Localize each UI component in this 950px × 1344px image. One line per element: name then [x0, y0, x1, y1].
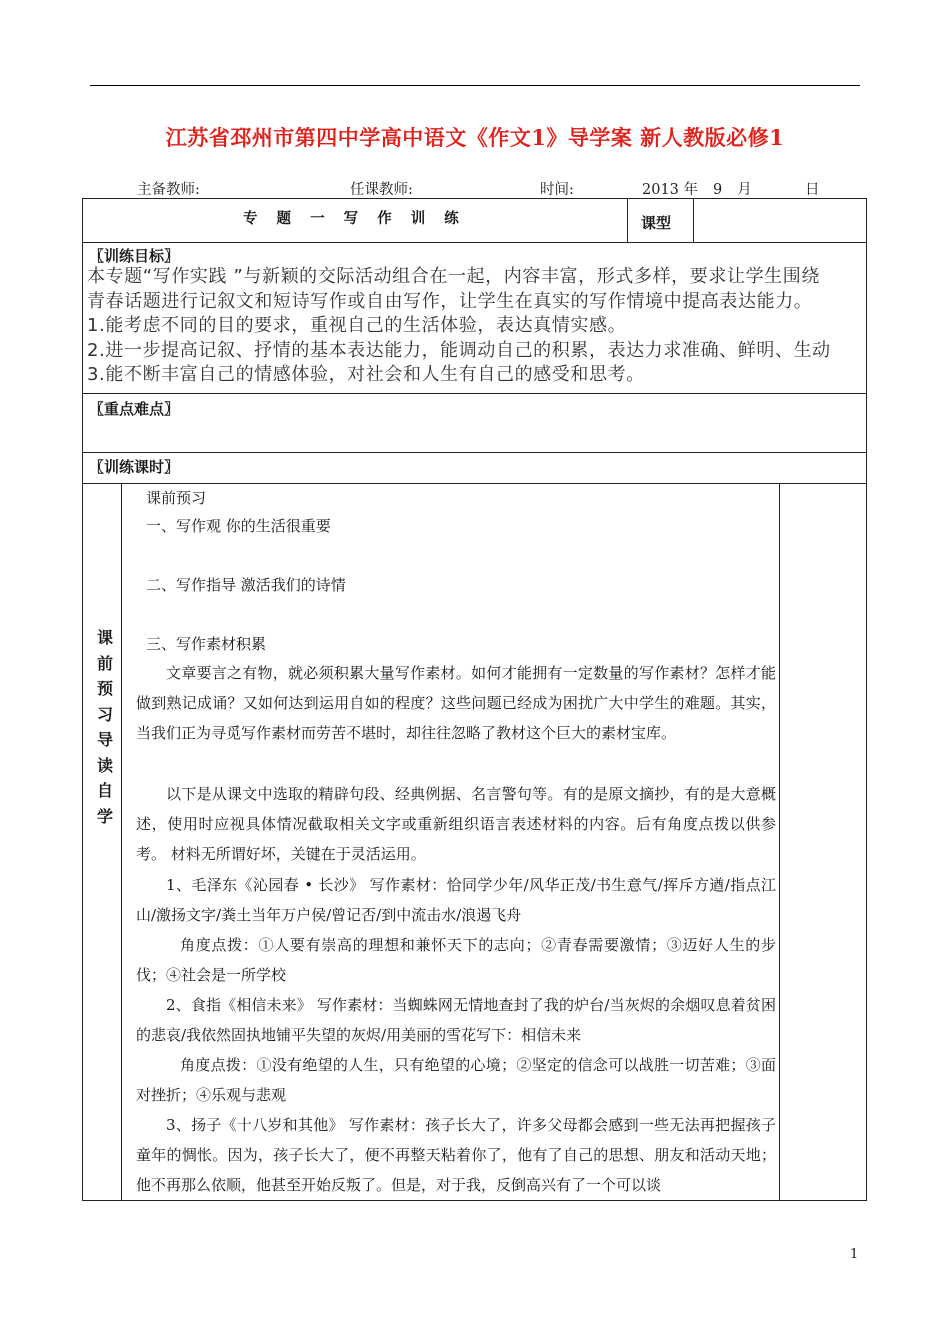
- side-char: 自: [96, 781, 113, 800]
- paragraph: 2、食指《相信未来》 写作素材：当蜘蛛网无情地查封了我的炉台/当灰烬的余烟叹息着贫困的悲哀/我依然固执地铺平失望的灰烬/用美丽的雪花写下：相信未来: [136, 996, 776, 1045]
- paragraph: 3、扬子《十八岁和其他》 写作素材：孩子长大了，许多父母都会感到一些无法再把握孩子童年的惆怅。因为，孩子长大了，便不再整天粘着你了，他有了自己的思想、朋友和活动天地；他不再那么依顺，他甚至开始反叛了。但是，对于我，反倒高兴有了一个可以谈: [136, 1116, 776, 1195]
- time-label: 时间:: [540, 182, 574, 198]
- divider: [693, 199, 694, 242]
- day-text: 日: [804, 182, 820, 198]
- meta-date: [642, 178, 819, 199]
- paragraph: 角度点拨：①没有绝望的人生，只有绝望的心境；②坚定的信念可以战胜一切苦难；③面对挫折；④乐观与悲观: [136, 1056, 776, 1105]
- goals-text: [87, 265, 831, 388]
- teacher-label: 任课教师:: [350, 182, 413, 198]
- month-text: 月: [737, 182, 752, 198]
- divider: [83, 452, 866, 453]
- preview-title: 课前预习: [146, 489, 207, 507]
- year-text: 2013 年: [642, 182, 699, 198]
- side-char: 学: [96, 806, 113, 826]
- section-item-3: 三、写作素材积累: [146, 635, 267, 653]
- goals-line: 青春话题进行记叙文和短诗写作或自由写作，让学生在真实的写作情境中提高表达能力。: [87, 290, 813, 312]
- goals-line: 2.进一步提高记叙、抒情的基本表达能力，能调动自己的积累，表达力求准确、鲜明、生动: [87, 339, 831, 361]
- side-label: [90, 625, 120, 829]
- side-char: 导: [96, 730, 113, 749]
- paragraph: 以下是从课文中选取的精辟句段、经典例据、名言警句等。有的是原文摘抄，有的是大意概述，使用时应视具体情况截取相关文字或重新组织语言表述材料的内容。后有角度点拨以供参考。 材料无所谓好坏，关键在于灵活运用。: [136, 785, 776, 864]
- divider: [83, 242, 866, 243]
- month-value: 9: [703, 182, 733, 199]
- side-char: 课: [96, 628, 113, 647]
- meta-lead-teacher: [137, 178, 317, 199]
- topic-header: 专 题 一 写 作 训 练: [243, 210, 466, 227]
- side-char: 习: [96, 704, 113, 724]
- goals-label: 〖训练目标〗: [89, 247, 180, 265]
- lead-teacher-label: 主备教师:: [137, 182, 200, 198]
- divider: [121, 483, 122, 1201]
- side-char: 读: [96, 755, 113, 775]
- type-label: 课型: [641, 214, 672, 232]
- paragraph: 1、毛泽东《沁园春 • 长沙》 写作素材：恰同学少年/风华正茂/书生意气/挥斥方遒/指点江山/激扬文字/粪土当年万户侯/曾记否/到中流击水/浪遏飞舟: [136, 876, 776, 925]
- side-char: 前: [96, 653, 113, 673]
- day-blank: [766, 182, 792, 199]
- document-title: 江苏省邳州市第四中学高中语文《作文1》导学案 新人教版必修1: [165, 125, 785, 150]
- divider: [627, 199, 628, 242]
- page-number: 1: [850, 1247, 859, 1262]
- goals-line: 3.能不断丰富自己的情感体验，对社会和人生有自己的感受和思考。: [87, 364, 645, 385]
- meta-teacher: [350, 178, 516, 199]
- focus-label: 〖重点难点〗: [89, 400, 180, 418]
- section-item-1: 一、写作观 你的生活很重要: [146, 517, 331, 535]
- goals-line: 1.能考虑不同的目的要求，重视自己的生活体验，表达真情实感。: [87, 315, 627, 336]
- lead-teacher-blank: [205, 182, 317, 199]
- divider: [779, 483, 780, 1201]
- paragraph: 角度点拨：①人要有崇高的理想和兼怀天下的志向；②青春需要激情；③迈好人生的步伐；④社会是一所学校: [136, 936, 776, 985]
- section-item-2: 二、写作指导 激活我们的诗情: [146, 576, 346, 594]
- goals-line: 本专题“写作实践 ”与新颖的交际活动组合在一起，内容丰富，形式多样，要求让学生围绕: [87, 266, 820, 287]
- side-char: 预: [96, 679, 113, 698]
- teacher-blank: [418, 182, 516, 199]
- top-rule: [90, 85, 860, 86]
- hours-label: 〖训练课时〗: [89, 458, 180, 476]
- paragraph: 文章要言之有物，就必须积累大量写作素材。如何才能拥有一定数量的写作素材？怎样才能做到熟记成诵？又如何达到运用自如的程度？这些问题已经成为困扰广大中学生的难题。其实，当我们正为寻觅写作素材而劳苦不堪时，却往往忽略了教材这个巨大的素材宝库。: [136, 664, 776, 743]
- divider: [83, 393, 866, 394]
